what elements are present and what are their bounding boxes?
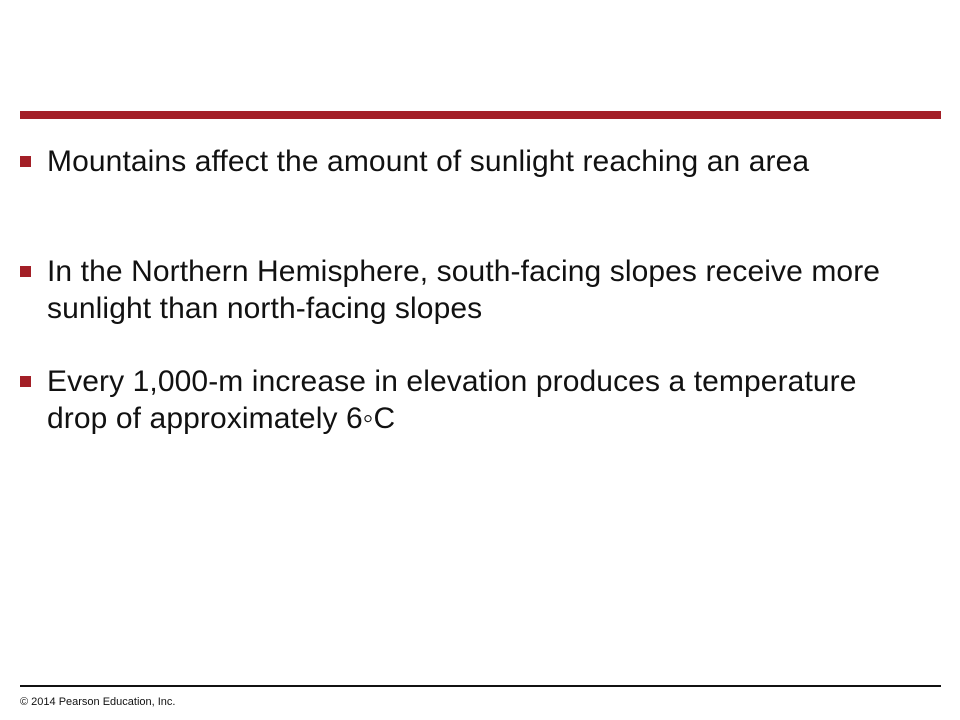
top-accent-bar [20,111,941,119]
square-bullet-icon [20,266,31,277]
bullet-text: In the Northern Hemisphere, south-facing slopes receive more sunlight than north-facing slopes [47,255,881,325]
bullet-text: Mountains affect the amount of sunlight reaching an area [47,145,810,178]
bullet-text: Every 1,000-m increase in elevation produces a temperature drop of approximately 6◦C [47,365,857,435]
bullet-item [20,143,920,180]
bullet-item [20,363,920,437]
square-bullet-icon [20,376,31,387]
bullet-item [20,253,920,327]
square-bullet-icon [20,156,31,167]
footer-divider [20,685,941,687]
copyright-text: © 2014 Pearson Education, Inc. [20,696,176,708]
